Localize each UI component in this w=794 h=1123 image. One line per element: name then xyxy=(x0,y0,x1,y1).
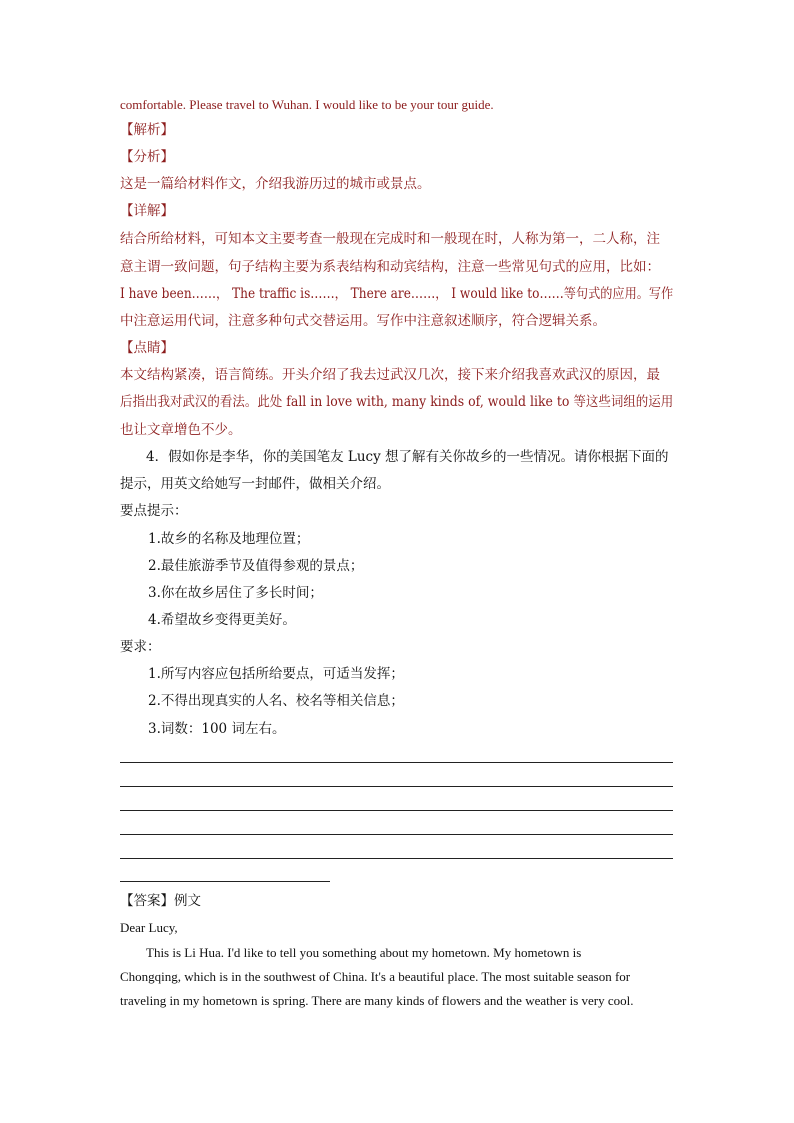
hint-item: 2.最佳旅游季节及值得参观的景点； xyxy=(148,558,364,574)
writing-line xyxy=(120,810,673,811)
requirement-item: 2.不得出现真实的人名、校名等相关信息； xyxy=(148,693,404,709)
hints-heading: 要点提示： xyxy=(120,503,188,519)
question-text: 提示，用英文给她写一封邮件，做相关介绍。 xyxy=(120,476,390,492)
requirements-heading: 要求： xyxy=(120,639,161,655)
text-line: comfortable. Please travel to Wuhan. I would like to be your tour guide. xyxy=(120,97,494,112)
section-heading-breakdown: 【分析】 xyxy=(120,149,174,165)
text-line: 后指出我对武汉的看法。此处 fall in love with, many kinds of, would like to 等这些词组的运用 xyxy=(120,394,674,410)
requirement-item: 3.词数：100 词左右。 xyxy=(148,721,286,737)
section-heading-details: 【详解】 xyxy=(120,203,174,219)
text-line: 意主谓一致问题，句子结构主要为系表结构和动宾结构，注意一些常见句式的应用，比如： xyxy=(120,259,660,275)
writing-line xyxy=(120,834,673,835)
answer-heading: 【答案】例文 xyxy=(120,893,201,909)
question-text: 4．假如你是李华，你的美国笔友 Lucy 想了解有关你故乡的一些情况。请你根据下面的 xyxy=(146,449,669,465)
writing-line xyxy=(120,786,673,787)
section-heading-analysis: 【解析】 xyxy=(120,122,174,138)
hint-item: 3.你在故乡居住了多长时间； xyxy=(148,585,323,601)
text-line: 中注意运用代词，注意多种句式交替运用。写作中注意叙述顺序，符合逻辑关系。 xyxy=(120,313,606,329)
requirement-item: 1.所写内容应包括所给要点，可适当发挥； xyxy=(148,666,404,682)
writing-line-short xyxy=(120,881,330,882)
letter-text: Chongqing, which is in the southwest of China. It's a beautiful place. The most suitable season for xyxy=(120,969,631,984)
text-line: 本文结构紧凑，语言简练。开头介绍了我去过武汉几次，接下来介绍我喜欢武汉的原因，最 xyxy=(120,367,660,383)
text-line: 也让文章增色不少。 xyxy=(120,422,242,438)
letter-text: This is Li Hua. I'd like to tell you something about my hometown. My hometown is xyxy=(146,945,582,960)
text-line: I have been……， The traffic is……， There are……， I would like to……等句式的应用。写作 xyxy=(120,286,674,302)
letter-text: traveling in my hometown is spring. There are many kinds of flowers and the weather is very cool. xyxy=(120,993,634,1008)
writing-line xyxy=(120,762,673,763)
section-heading-highlights: 【点睛】 xyxy=(120,340,174,356)
writing-line xyxy=(120,858,673,859)
hint-item: 1.故乡的名称及地理位置； xyxy=(148,531,310,547)
text-line: 这是一篇给材料作文，介绍我游历过的城市或景点。 xyxy=(120,176,431,192)
hint-item: 4.希望故乡变得更美好。 xyxy=(148,612,296,628)
text-line: 结合所给材料，可知本文主要考查一般现在完成时和一般现在时，人称为第一，二人称，注 xyxy=(120,231,660,247)
letter-salutation: Dear Lucy, xyxy=(120,920,178,935)
